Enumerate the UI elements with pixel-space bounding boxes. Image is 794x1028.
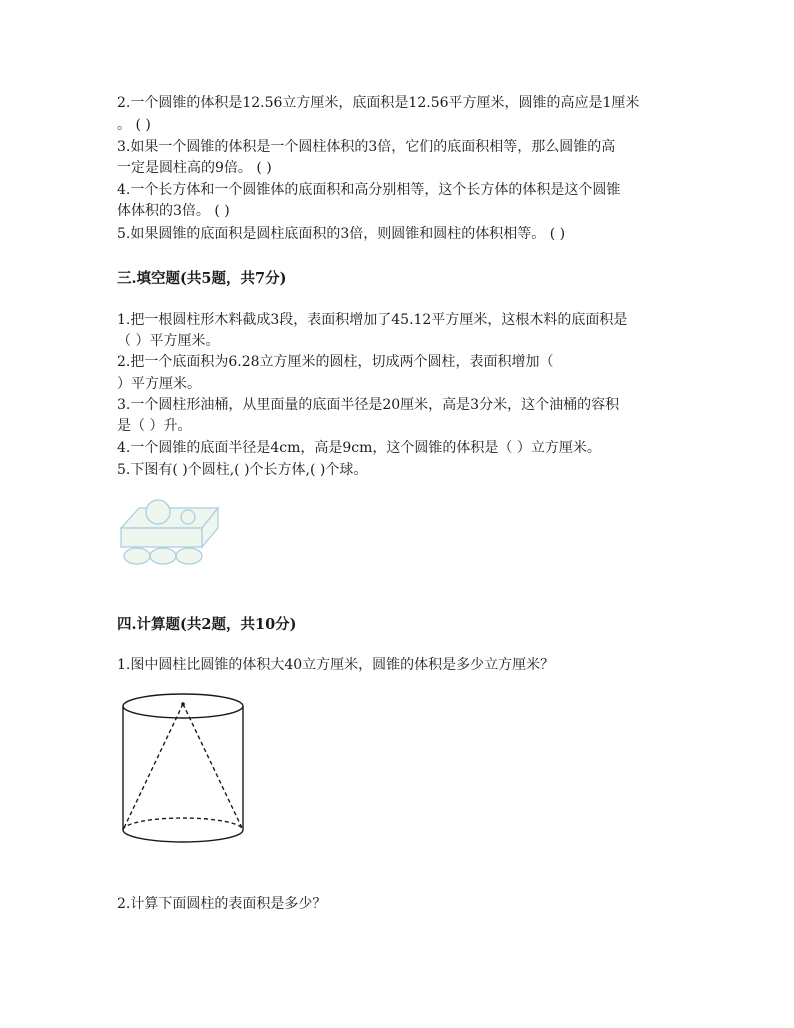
calc-q2: 2.计算下面圆柱的表面积是多少？ [117,896,327,912]
fill-q2-line2: ）平方厘米。 [117,376,201,392]
shapes-figure [118,496,220,568]
cylinder-2 [150,548,176,564]
cylinder-bottom-front [123,830,243,842]
judge-q4-line1: 4.一个长方体和一个圆锥体的底面积和高分别相等，这个长方体的体积是这个圆锥 [117,182,621,198]
fill-q2-line1: 2.把一个底面积为6.28立方厘米的圆柱，切成两个圆柱，表面积增加（ [117,354,554,370]
judge-q2-line1: 2.一个圆锥的体积是12.56立方厘米，底面积是12.56平方厘米，圆锥的高应是1厘米 [117,95,640,111]
section4-title: 四.计算题(共2题，共10分) [117,616,297,633]
cuboid-front [121,528,202,547]
judge-q3-line1: 3.如果一个圆锥的体积是一个圆柱体积的3倍，它们的底面积相等，那么圆锥的高 [117,139,616,155]
fill-q3-line1: 3.一个圆柱形油桶，从里面量的底面半径是20厘米，高是3分米，这个油桶的容积 [117,397,620,413]
fill-q4-line1: 4.一个圆锥的底面半径是4cm，高是9cm，这个圆锥的体积是（ ）立方厘米。 [117,440,601,456]
judge-q4-line2: 体体积的3倍。 ( ) [117,203,230,219]
cylinder-cone-figure [118,690,248,860]
cone-left-edge [123,704,183,830]
cylinder-1 [124,548,150,564]
ball-small [181,510,195,524]
judge-q2-line2: 。 ( ) [117,117,151,133]
calc-q1: 1.图中圆柱比圆锥的体积大40立方厘米，圆锥的体积是多少立方厘米？ [117,657,555,673]
fill-q1-line1: 1.把一根圆柱形木料截成3段，表面积增加了45.12平方厘米，这根木料的底面积是 [117,312,628,328]
fill-q5-line1: 5.下图有( )个圆柱,( )个长方体,( )个球。 [117,462,368,478]
cylinder-bottom-back [123,818,243,830]
ball-large [146,500,170,524]
cylinder-top-ellipse [123,694,243,718]
judge-q3-line2: 一定是圆柱高的9倍。 ( ) [117,160,272,176]
cylinder-3 [176,548,202,564]
cone-right-edge [183,704,243,830]
fill-q1-line2: （ ）平方厘米。 [117,333,220,349]
section3-title: 三.填空题(共5题，共7分) [117,270,287,287]
cone-apex [181,702,185,706]
fill-q3-line2: 是（ ）升。 [117,418,192,434]
judge-q5-line1: 5.如果圆锥的底面积是圆柱底面积的3倍，则圆锥和圆柱的体积相等。 ( ) [117,226,566,242]
